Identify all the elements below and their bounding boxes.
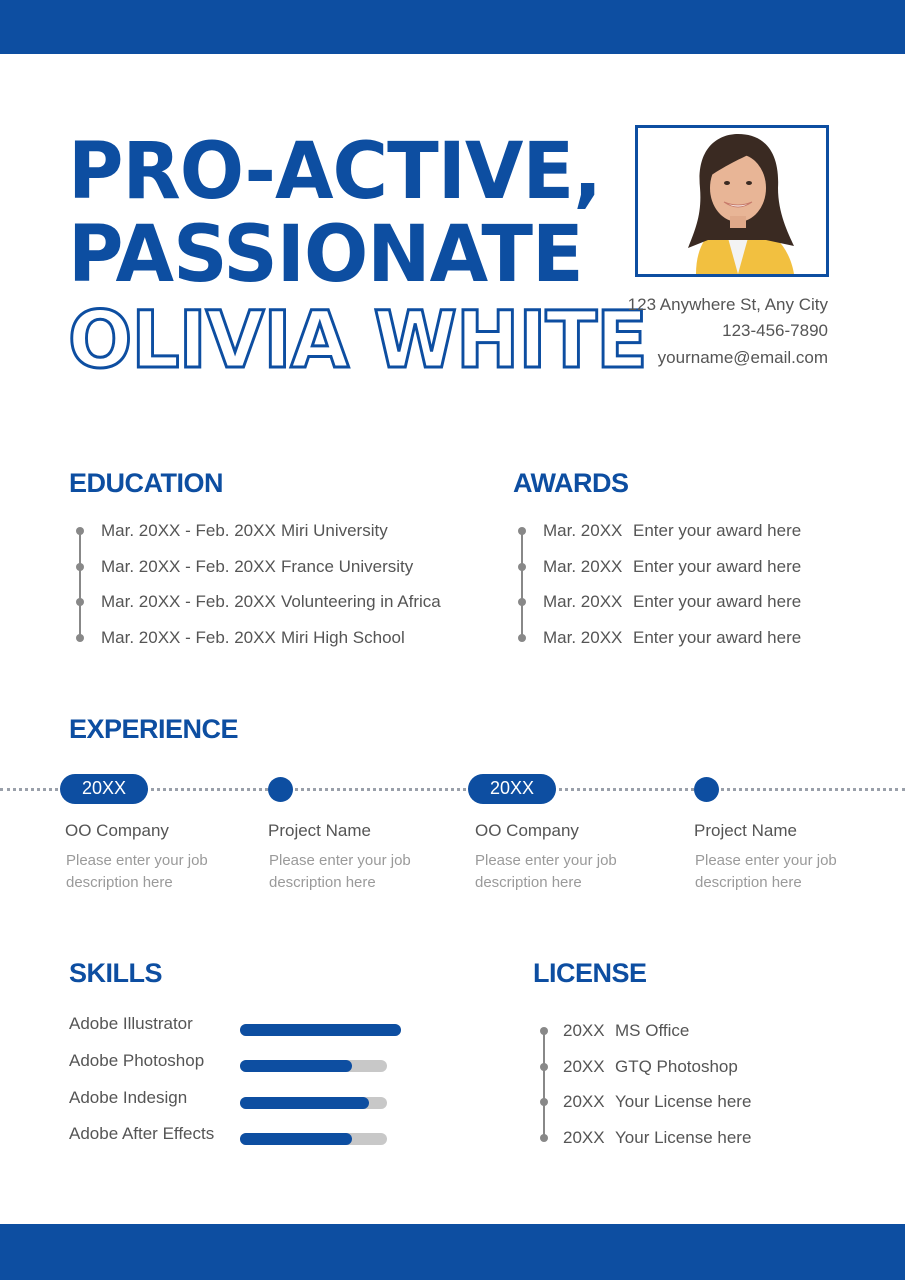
experience-year-pill: 20XX — [60, 774, 148, 804]
education-timeline — [79, 530, 81, 640]
education-dot — [76, 563, 84, 571]
education-dates: Mar. 20XX - Feb. 20XX — [101, 592, 276, 611]
license-year: 20XX — [563, 1057, 605, 1076]
skill-bar — [240, 1024, 401, 1036]
skill-label: Adobe Illustrator — [69, 1014, 193, 1033]
skill-bar-fill — [240, 1097, 369, 1109]
bottom-band — [0, 1224, 905, 1280]
awards-dot — [518, 563, 526, 571]
education-dates: Mar. 20XX - Feb. 20XX — [101, 557, 276, 576]
license-title: LICENSE — [533, 958, 647, 988]
profile-photo — [635, 125, 829, 277]
license-timeline — [543, 1030, 545, 1140]
education-dot — [76, 598, 84, 606]
license-year: 20XX — [563, 1092, 605, 1111]
skills-title: SKILLS — [69, 958, 163, 988]
headline-line-2: PASSIONATE — [68, 210, 583, 300]
headline-name: OLIVIA WHITE — [68, 296, 647, 386]
education-place: Miri University — [281, 521, 388, 540]
skill-bar — [240, 1097, 387, 1109]
awards-dot — [518, 527, 526, 535]
awards-dot — [518, 634, 526, 642]
contact-phone: 123-456-7890 — [722, 321, 828, 340]
skill-label: Adobe After Effects — [69, 1124, 215, 1143]
education-dot — [76, 634, 84, 642]
education-place: France University — [281, 557, 414, 576]
skill-bar-fill — [240, 1060, 352, 1072]
license-dot — [540, 1027, 548, 1035]
experience-marker — [694, 777, 719, 802]
license-year: 20XX — [563, 1128, 605, 1147]
education-title: EDUCATION — [69, 468, 223, 498]
contact-email[interactable]: yourname@email.com — [657, 348, 828, 367]
license-year: 20XX — [563, 1021, 605, 1040]
award-date: Mar. 20XX — [543, 557, 623, 576]
license-text: GTQ Photoshop — [615, 1057, 738, 1076]
award-date: Mar. 20XX — [543, 628, 623, 647]
award-date: Mar. 20XX — [543, 592, 623, 611]
profile-photo-illustration — [638, 128, 826, 274]
experience-item-title: Project Name — [268, 821, 371, 840]
contact-address: 123 Anywhere St, Any City — [627, 295, 828, 314]
experience-item-desc: Please enter your job description here — [66, 852, 208, 891]
experience-item-desc: Please enter your job description here — [269, 852, 411, 891]
award-text: Enter your award here — [633, 592, 802, 611]
education-place: Miri High School — [281, 628, 405, 647]
skill-bar — [240, 1060, 387, 1072]
experience-item-title: OO Company — [65, 821, 169, 840]
education-dates: Mar. 20XX - Feb. 20XX — [101, 628, 276, 647]
license-text: Your License here — [615, 1128, 752, 1147]
experience-title: EXPERIENCE — [69, 714, 239, 744]
experience-year-pill: 20XX — [468, 774, 556, 804]
license-dot — [540, 1134, 548, 1142]
license-text: Your License here — [615, 1092, 752, 1111]
skill-label: Adobe Indesign — [69, 1088, 188, 1107]
license-text: MS Office — [615, 1021, 690, 1040]
award-date: Mar. 20XX — [543, 521, 623, 540]
award-text: Enter your award here — [633, 521, 802, 540]
education-place: Volunteering in Africa — [281, 592, 441, 611]
awards-title: AWARDS — [513, 468, 629, 498]
skill-bar-fill — [240, 1133, 352, 1145]
award-text: Enter your award here — [633, 628, 802, 647]
license-dot — [540, 1063, 548, 1071]
skill-label: Adobe Photoshop — [69, 1051, 205, 1070]
education-dot — [76, 527, 84, 535]
license-dot — [540, 1098, 548, 1106]
experience-item-desc: Please enter your job description here — [475, 852, 617, 891]
experience-marker — [268, 777, 293, 802]
experience-item-desc: Please enter your job description here — [695, 852, 837, 891]
experience-item-title: Project Name — [694, 821, 797, 840]
award-text: Enter your award here — [633, 557, 802, 576]
headline-line-1: PRO-ACTIVE, — [68, 127, 601, 217]
top-band — [0, 0, 905, 54]
experience-item-title: OO Company — [475, 821, 579, 840]
awards-timeline — [521, 530, 523, 640]
skill-bar — [240, 1133, 387, 1145]
skill-bar-fill — [240, 1024, 401, 1036]
awards-dot — [518, 598, 526, 606]
education-dates: Mar. 20XX - Feb. 20XX — [101, 521, 276, 540]
